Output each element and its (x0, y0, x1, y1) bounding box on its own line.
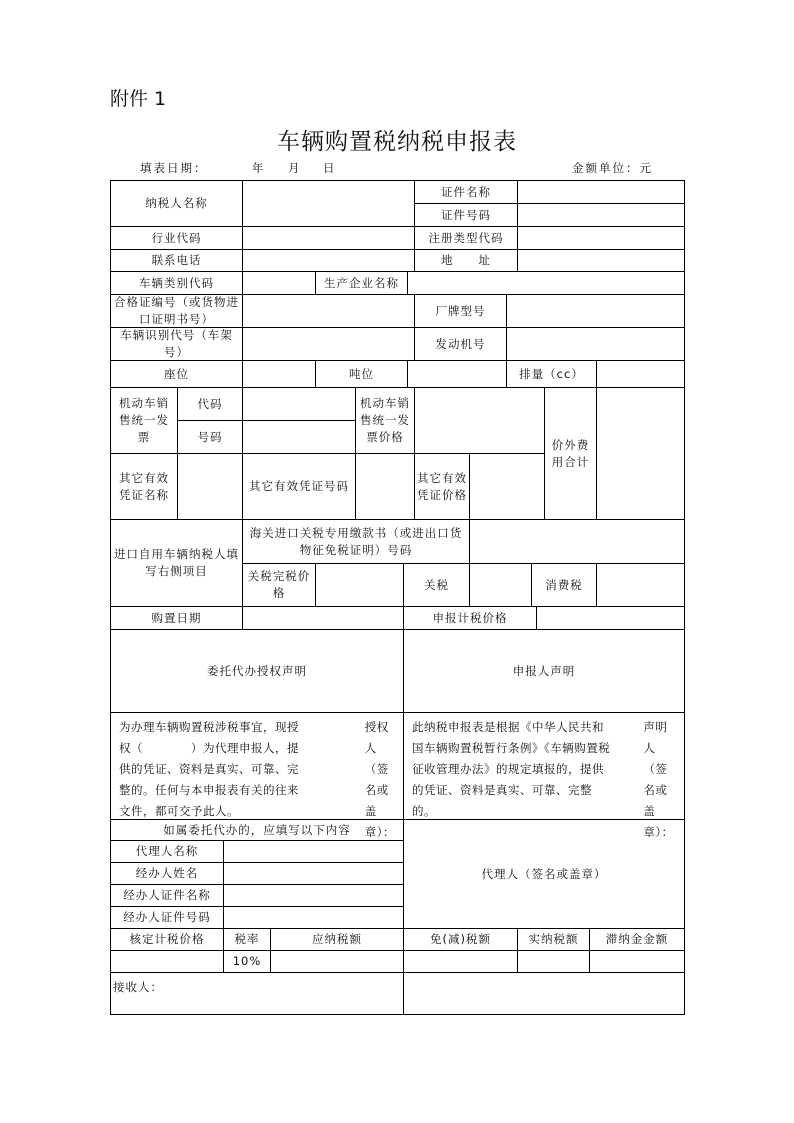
tax-rate-value: 10% (223, 950, 270, 972)
brand-model-label: 厂牌型号 (414, 294, 506, 327)
declarant-statement (403, 712, 685, 839)
tax-exempt-field[interactable] (403, 950, 517, 972)
month-label: 月 (288, 161, 302, 175)
id-number-label: 证件号码 (414, 203, 517, 226)
other-cert-name-label: 其它有效凭证名称 (110, 453, 177, 519)
authorizer-signature-label: 授权人（签名或盖章）： (364, 720, 395, 839)
taxpayer-name-field[interactable] (242, 180, 414, 226)
form-title: 车辆购置税纳税申报表 (277, 129, 517, 155)
displacement-label: 排量（cc） (506, 360, 596, 387)
handler-name-field[interactable] (223, 862, 403, 884)
brand-model-field[interactable] (506, 294, 685, 327)
amount-unit-label: 金额单位：元 (572, 161, 653, 175)
late-fee-header: 滞纳金金额 (589, 928, 685, 950)
agent-name-field[interactable] (223, 840, 403, 862)
late-fee-field[interactable] (589, 950, 685, 972)
attachment-label: 附件 1 (110, 88, 167, 110)
id-name-label: 证件名称 (414, 180, 517, 203)
id-name-field[interactable] (517, 180, 685, 203)
handler-id-name-field[interactable] (223, 884, 403, 906)
invoice-price-field[interactable] (414, 387, 544, 453)
vehicle-category-field[interactable] (242, 271, 315, 294)
address-field[interactable] (517, 249, 685, 271)
industry-code-field[interactable] (242, 226, 414, 249)
agent-signature-label: 代理人（签名或盖章） (403, 819, 685, 928)
phone-label: 联系电话 (110, 249, 242, 271)
taxpayer-name-label: 纳税人名称 (110, 180, 242, 226)
invoice-number-field[interactable] (242, 420, 355, 453)
extra-fees-label: 价外费用合计 (544, 387, 596, 519)
invoice-label: 机动车销售统一发票 (110, 387, 177, 453)
purchase-date-field[interactable] (242, 606, 403, 629)
handler-id-name-label: 经办人证件名称 (110, 884, 223, 906)
declared-price-field[interactable] (536, 606, 685, 629)
assessed-price-field[interactable] (110, 950, 223, 972)
other-cert-number-label: 其它有效凭证号码 (242, 453, 355, 519)
handler-id-number-label: 经办人证件号码 (110, 906, 223, 928)
vin-field[interactable] (242, 327, 414, 360)
tariff-price-label: 关税完税价格 (242, 563, 315, 606)
assessed-price-header: 核定计税价格 (110, 928, 223, 950)
handler-id-number-field[interactable] (223, 906, 403, 928)
receiver-extra-field[interactable] (403, 972, 685, 1015)
id-number-field[interactable] (517, 203, 685, 226)
vin-label: 车辆识别代号（车架号） (110, 327, 242, 360)
certificate-number-field[interactable] (242, 294, 414, 327)
other-cert-price-field[interactable] (469, 453, 544, 519)
tax-paid-header: 实纳税额 (517, 928, 589, 950)
seats-field[interactable] (242, 360, 315, 387)
customs-number-label: 海关进口关税专用缴款书（或进出口货物征免税证明）号码 (242, 519, 469, 563)
consumption-tax-label: 消费税 (531, 563, 596, 606)
declarant-signature-label: 声明人（签名或盖章）： (643, 720, 674, 839)
tonnage-field[interactable] (407, 360, 506, 387)
tariff-price-field[interactable] (315, 563, 403, 606)
registration-type-field[interactable] (517, 226, 685, 249)
manufacturer-field[interactable] (407, 271, 685, 294)
manufacturer-label: 生产企业名称 (315, 271, 407, 294)
engine-number-field[interactable] (506, 327, 685, 360)
extra-fees-field[interactable] (596, 387, 685, 519)
purchase-date-label: 购置日期 (110, 606, 242, 629)
other-cert-price-label: 其它有效凭证价格 (414, 453, 469, 519)
declarant-title: 申报人声明 (403, 629, 685, 712)
declared-price-label: 申报计税价格 (403, 606, 536, 629)
tariff-label: 关税 (403, 563, 469, 606)
displacement-field[interactable] (596, 360, 685, 387)
tonnage-label: 吨位 (315, 360, 407, 387)
tax-due-header: 应纳税额 (270, 928, 403, 950)
consumption-tax-field[interactable] (596, 563, 685, 606)
other-cert-number-field[interactable] (355, 453, 414, 519)
registration-type-label: 注册类型代码 (414, 226, 517, 249)
tax-paid-field[interactable] (517, 950, 589, 972)
tariff-field[interactable] (469, 563, 531, 606)
engine-number-label: 发动机号 (414, 327, 506, 360)
declarant-text: 此纳税申报表是根据《中华人民共和国车辆购置税暂行条例》《车辆购置税征收管理办法》的规定填报的，提供的凭证、资料是真实、可靠、完整的。 (412, 720, 611, 818)
certificate-number-label: 合格证编号（或货物进口证明书号） (110, 294, 242, 327)
authorization-title: 委托代办授权声明 (110, 629, 403, 712)
tax-due-field[interactable] (270, 950, 403, 972)
day-label: 日 (323, 161, 337, 175)
seats-label: 座位 (110, 360, 242, 387)
agent-name-label: 代理人名称 (110, 840, 223, 862)
handler-name-label: 经办人姓名 (110, 862, 223, 884)
tax-exempt-header: 免(减)税额 (403, 928, 517, 950)
phone-field[interactable] (242, 249, 414, 271)
tax-rate-header: 税率 (223, 928, 270, 950)
import-self-use-label: 进口自用车辆纳税人填写右侧项目 (110, 519, 242, 606)
invoice-code-field[interactable] (242, 387, 355, 420)
authorization-text: 为办理车辆购置税涉税事宜，现授权（ ）为代理申报人，提供的凭证、资料是真实、可靠、完整的。任何与本申报表有关的往来文件，都可交予此人。 (119, 720, 299, 818)
vehicle-category-label: 车辆类别代码 (110, 271, 242, 294)
fill-date-label: 填表日期： (140, 161, 208, 175)
address-label: 地 址 (414, 249, 517, 271)
customs-number-field[interactable] (469, 519, 685, 563)
invoice-price-label: 机动车销售统一发票价格 (355, 387, 414, 453)
year-label: 年 (252, 161, 266, 175)
industry-code-label: 行业代码 (110, 226, 242, 249)
receiver-label: 接收人： (110, 972, 403, 1015)
agent-note: 如属委托代办的，应填写以下内容 (110, 819, 403, 840)
invoice-code-label: 代码 (177, 387, 242, 420)
other-cert-name-field[interactable] (177, 453, 242, 519)
invoice-number-label: 号码 (177, 420, 242, 453)
